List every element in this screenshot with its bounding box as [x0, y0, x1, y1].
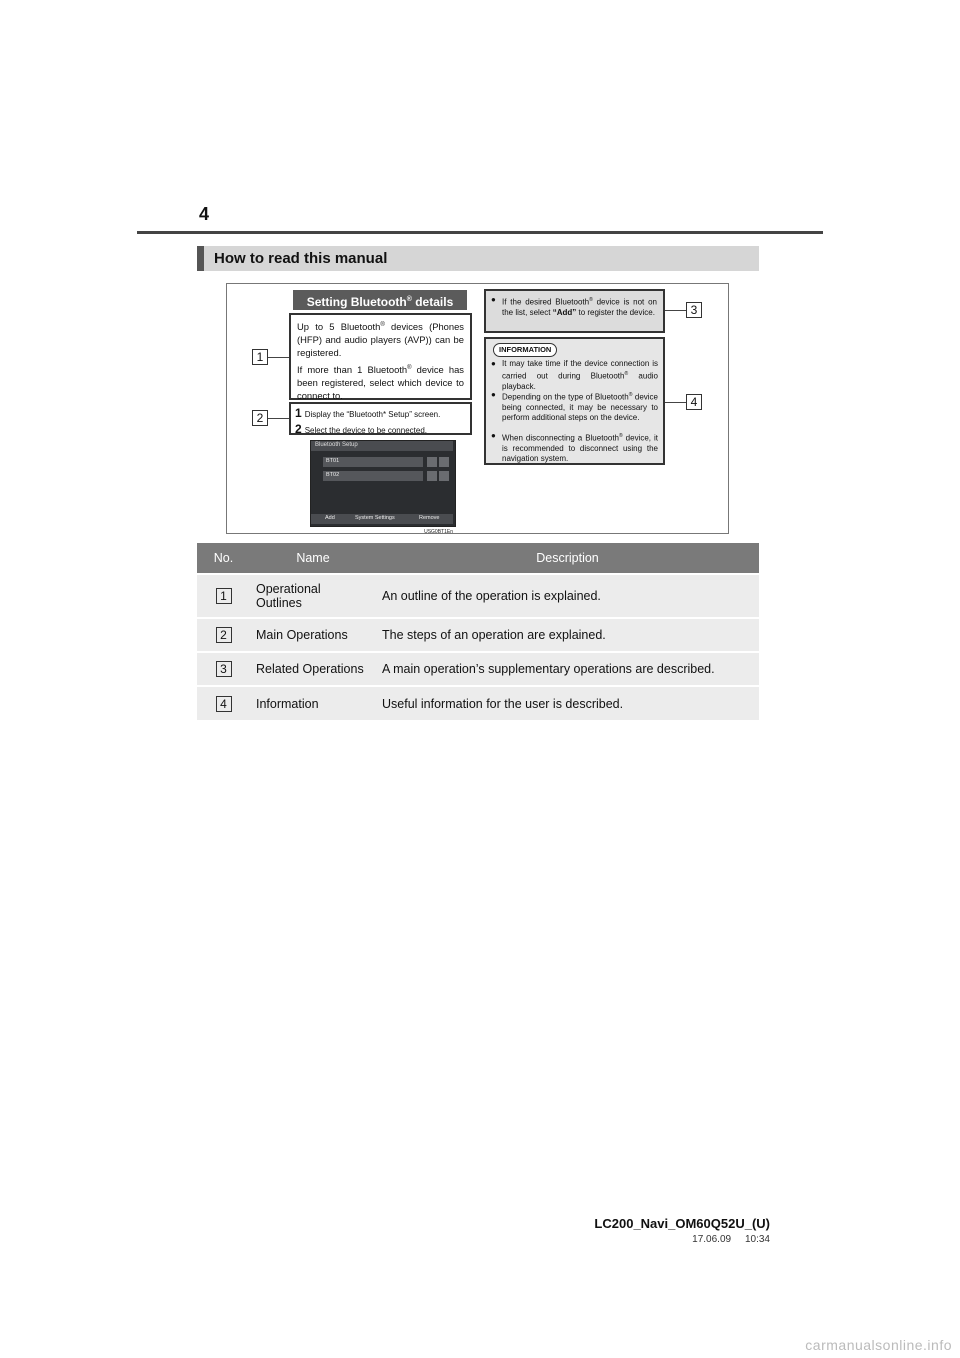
legend-table — [197, 543, 759, 720]
table-row: 4 Information Useful information for the user is described. — [197, 686, 759, 720]
information-badge: INFORMATION — [493, 343, 557, 357]
table-row: 1 Operational Outlines An outline of the operation is explained. — [197, 574, 759, 618]
leader-line-4 — [665, 402, 686, 403]
screen-info-icon — [427, 457, 437, 467]
bluetooth-setup-screenshot: Bluetooth Setup BT01 BT02 Add System Settings Remove USG0BT1En — [310, 440, 456, 527]
main-operations-box: 1 Display the “Bluetooth* Setup” screen. 2 Select the device to be connected. — [289, 402, 472, 435]
col-name: Name — [250, 543, 376, 574]
sample-section-title: Setting Bluetooth® details — [293, 290, 467, 310]
marker-3: 3 — [686, 302, 702, 318]
col-no: No. — [197, 543, 250, 574]
leader-line-2 — [268, 418, 289, 419]
information-box: INFORMATION ● It may take time if the device connection is carried out during Bluetooth® audio playback. ● Depending on the type of Bluetooth® device being connected, it may be necessary to perform additional steps on the device. ● When disconnecting a Bluetooth® device, it is recommended to disconnect using the navigation system. — [484, 337, 665, 465]
leader-line-1 — [268, 357, 289, 358]
document-id: LC200_Navi_OM60Q52U_(U) — [594, 1216, 770, 1231]
header-rule — [137, 231, 823, 234]
marker-1: 1 — [252, 349, 268, 365]
table-row: 2 Main Operations The steps of an operation are explained. — [197, 618, 759, 652]
operational-outline-box: Up to 5 Bluetooth® devices (Phones (HFP) and audio players (AVP)) can be registered. If more than 1 Bluetooth® device has been registered, select which device to connect to. — [289, 313, 472, 400]
watermark: carmanualsonline.info — [805, 1337, 952, 1353]
section-header — [197, 246, 759, 271]
page-number: 4 — [199, 204, 210, 224]
document-timestamp: 17.06.09 10:34 — [692, 1234, 770, 1245]
screen-phone-icon — [427, 471, 437, 481]
table-row: 3 Related Operations A main operation’s supplementary operations are described. — [197, 652, 759, 686]
related-operations-box: ● If the desired Bluetooth® device is not on the list, select “Add” to register the device. — [484, 289, 665, 333]
screen-music-icon — [439, 457, 449, 467]
section-title: How to read this manual — [214, 250, 388, 267]
col-description: Description — [376, 543, 759, 574]
screen-note-icon — [439, 471, 449, 481]
leader-line-3 — [665, 310, 686, 311]
marker-2: 2 — [252, 410, 268, 426]
marker-4: 4 — [686, 394, 702, 410]
